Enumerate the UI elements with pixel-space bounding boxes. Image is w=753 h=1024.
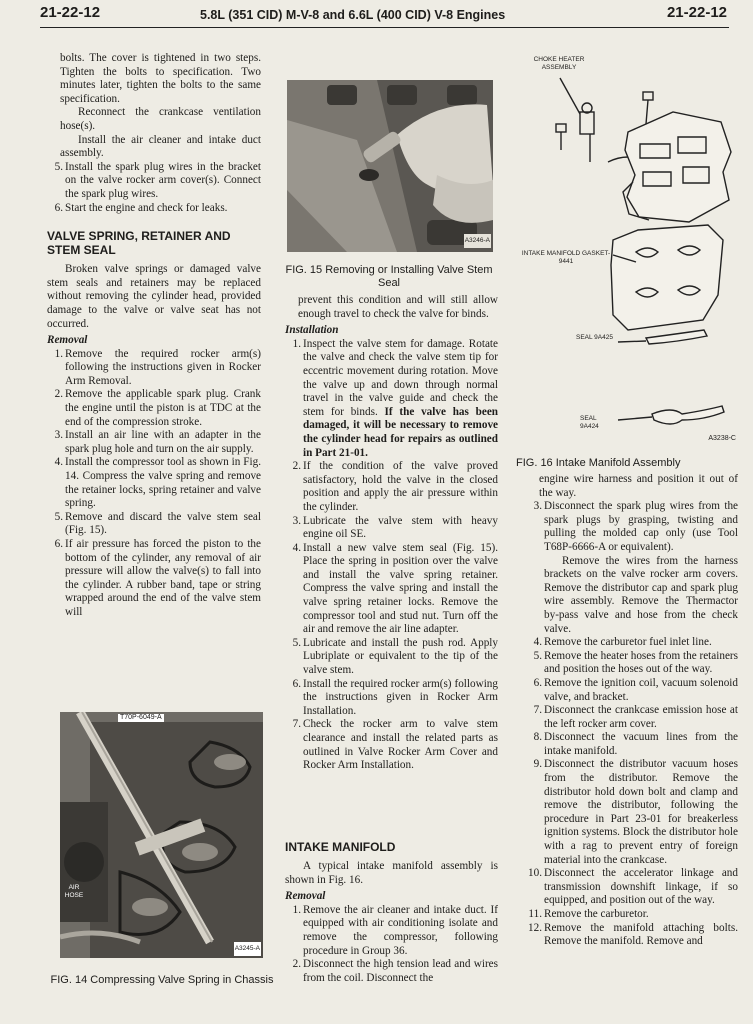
list-item: 6. Install the required rocker arm(s) following the instructions given in Rocker Arm Installation. bbox=[292, 677, 498, 717]
subheading: Removal bbox=[47, 334, 88, 347]
subheading: Installation bbox=[285, 324, 339, 337]
choke-heater-label: CHOKE HEATER ASSEMBLY bbox=[533, 56, 585, 71]
list-item: 6. If air pressure has forced the piston to the bottom of the cylinder, any removal of air pressure will allow the valve(s) to fall into the cylinder. A rubber band, tape or string wrapped around the end of the valve stem will bbox=[54, 538, 261, 618]
list-item: 1. Inspect the valve stem for damage. Rotate the valve and check the valve stem tip for eccentric movement during rotation. Move the valve up and down through normal travel in the valve guide and check the stem for binds. If the valve has been damaged, it will be necessary to remove the cylinder head for repairs as outlined in Part 21-01. bbox=[292, 337, 499, 459]
list-item: 1. Remove the required rocker arm(s) following the instructions given in Rocker Arm Removal. bbox=[54, 347, 261, 387]
tool-label: T70P-6049-A bbox=[120, 714, 162, 721]
list-item: 2. If the condition of the valve proved satisfactory, hold the valve in the closed position and apply the air pressure within the cylinder. bbox=[292, 460, 498, 513]
list-item: 3. Install an air line with an adapter in the spark plug hole and turn on the air supply. bbox=[54, 429, 261, 455]
header-rule bbox=[40, 27, 729, 28]
section-heading: INTAKE MANIFOLD bbox=[285, 840, 396, 854]
list-item: 11. Remove the carburetor. bbox=[528, 908, 649, 920]
section-heading: VALVE SPRING, RETAINER AND STEM SEAL bbox=[47, 229, 231, 258]
seal-9a425-label: SEAL 9A425 bbox=[576, 334, 613, 341]
paragraph: Reconnect the crankcase ventilation hose(s). bbox=[60, 106, 261, 132]
figure-code: A3245-A bbox=[234, 942, 261, 956]
paragraph: Remove the wires from the harness brackets on the valve rocker arm covers. Remove the distributor cap and spark plug wire assembly. Remove the Thermactor by-pass valve and hose from the check valve. bbox=[544, 554, 738, 635]
list-item: 5. Remove the heater hoses from the retainers and position the hoses out of the way. bbox=[533, 649, 738, 676]
figure-15-photo bbox=[287, 80, 493, 252]
page-title: 5.8L (351 CID) M-V-8 and 6.6L (400 CID) V-8 Engines bbox=[200, 8, 506, 22]
list-item: 4. Install the compressor tool as shown in Fig. 14. Compress the valve spring and remove the retainer locks, spring retainer and valve spring. bbox=[54, 456, 261, 510]
air-hose-label: AIR HOSE bbox=[64, 884, 84, 899]
column-2 bbox=[285, 294, 498, 773]
list-item: 10. Disconnect the accelerator linkage and transmission downshift linkage, if so equipped, and position out of the way. bbox=[528, 867, 738, 907]
page-number-right: 21-22-12 bbox=[666, 4, 727, 21]
figure-14-caption: FIG. 14 Compressing Valve Spring in Chassis bbox=[50, 974, 274, 986]
list-item: 2. Disconnect the high tension lead and wires from the coil. Disconnect the bbox=[292, 958, 498, 984]
paragraph: Broken valve springs or damaged valve stem seals and retainers may be replaced without removing the cylinder head, provided damage to the valve or valve seat has not occurred. bbox=[47, 263, 261, 330]
list-item: 4. Remove the carburetor fuel inlet line. bbox=[533, 636, 712, 649]
list-item: 5. Lubricate and install the push rod. Apply Lubriplate or equivalent to the tip of the valve stem. bbox=[292, 636, 498, 677]
list-item: 2. Remove the applicable spark plug. Crank the engine until the piston is at TDC at the end of the compression stroke. bbox=[54, 388, 261, 428]
column-3 bbox=[520, 473, 738, 949]
list-item: 9. Disconnect the distributor vacuum hoses from the distributor. Remove the distributor hold down bolt and clamp and remove the distributor, following the procedure in Part 23-01 for breakerless ignition systems. Block the distributor hole with a rag to prevent entry of foreign material into the crankcase. bbox=[533, 758, 738, 866]
list-item: 1. Remove the air cleaner and intake duct. If equipped with air conditioning isolate and remove the compressor, following procedure in Group 36. bbox=[292, 903, 498, 957]
list-item: 8. Disconnect the vacuum lines from the intake manifold. bbox=[533, 731, 738, 757]
list-item: 7. Disconnect the crankcase emission hose at the left rocker arm cover. bbox=[533, 704, 738, 730]
list-item: 5. Remove and discard the valve stem seal (Fig. 15). bbox=[54, 510, 261, 537]
list-item: 4. Install a new valve stem seal (Fig. 15). Place the spring in position over the valve and install the valve spring retainer. Compress the valve spring and install the valve spring retainer locks. Remove the compressor tool and stud nut. Turn off the air and remove the air line adapter. bbox=[292, 541, 498, 636]
list-item: 6. Remove the ignition coil, vacuum solenoid valve, and bracket. bbox=[533, 676, 738, 703]
figure-15-caption: FIG. 15 Removing or Installing Valve Stem Seal bbox=[285, 264, 493, 289]
installation-list bbox=[285, 338, 498, 773]
gasket-label: INTAKE MANIFOLD GASKET-9441 bbox=[521, 250, 611, 265]
paragraph: Install the air cleaner and intake duct assembly. bbox=[60, 133, 261, 160]
column-1 bbox=[47, 52, 261, 620]
figure-code: A3238-C bbox=[708, 435, 736, 442]
valve-stem-seal-illustration bbox=[287, 80, 493, 252]
list-item: 3. Disconnect the spark plug wires from the spark plugs by grasping, twisting and pulling the molded cap only (use Tool T68P-6666-A or equivalent). Remove the wires from the harness brackets on the valve rocker arm covers. Remove the distributor cap and spark plug wire assembly. Remove the Thermactor by-pass valve and hose from the check valve. bbox=[533, 500, 738, 635]
page-number-left: 21-22-12 bbox=[40, 4, 101, 21]
paragraph: engine wire harness and position it out of the way. bbox=[539, 473, 738, 499]
page-header bbox=[0, 0, 753, 34]
list-item: 12. Remove the manifold attaching bolts. Remove the manifold. Remove and bbox=[528, 921, 738, 948]
removal-list-continued bbox=[520, 500, 738, 949]
paragraph: prevent this condition and will still allow enough travel to check the valve for binds. bbox=[298, 294, 498, 320]
figure-16-drawing bbox=[518, 52, 740, 448]
paragraph: bolts. The cover is tightened in two steps. Tighten the bolts to specification. Two minutes later, tighten the bolts to the same specification. bbox=[60, 52, 261, 105]
removal-list bbox=[47, 348, 261, 620]
subheading: Removal bbox=[285, 890, 326, 903]
seal-9a424-label: SEAL 9A424 bbox=[580, 415, 599, 430]
paragraph: A typical intake manifold assembly is shown in Fig. 16. bbox=[285, 860, 498, 886]
valve-spring-compressor-illustration bbox=[60, 712, 263, 958]
removal-list bbox=[285, 904, 498, 986]
step-list bbox=[47, 161, 261, 215]
list-item: 6. Start the engine and check for leaks. bbox=[54, 201, 228, 214]
figure-16-caption: FIG. 16 Intake Manifold Assembly bbox=[516, 457, 681, 469]
list-item: 3. Lubricate the valve stem with heavy engine oil SE. bbox=[292, 514, 498, 541]
column-2-lower bbox=[285, 840, 498, 985]
list-item: 5. Install the spark plug wires in the bracket on the valve rocker arm cover(s). Connect the spark plug wires. bbox=[54, 160, 261, 200]
list-item: 7. Check the rocker arm to valve stem clearance and install the related parts as outlined in Valve Rocker Arm Cover and Rocker Arm Installation. bbox=[292, 718, 498, 772]
figure-14-photo bbox=[60, 712, 263, 958]
figure-code: A3246-A bbox=[464, 234, 491, 248]
